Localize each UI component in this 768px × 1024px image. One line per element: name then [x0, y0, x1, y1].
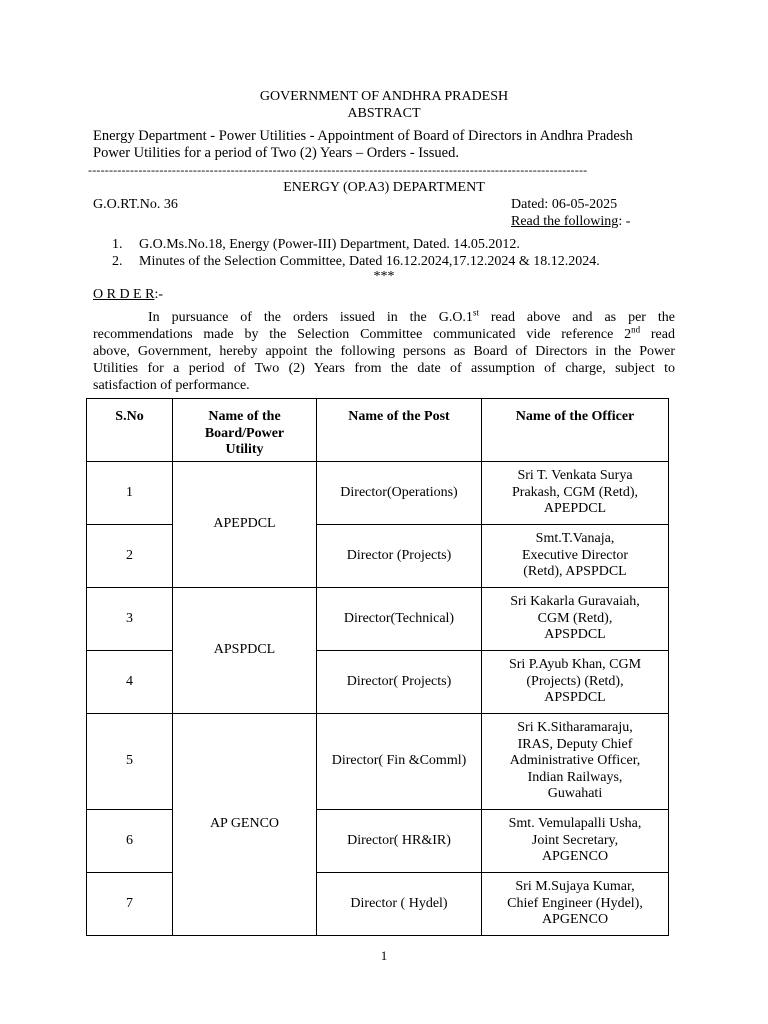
officer-cell: Sri Kakarla Guravaiah, CGM (Retd), APSPDCL [482, 588, 669, 651]
officer-cell: Smt.T.Vanaja, Executive Director (Retd), APSPDCL [482, 525, 669, 588]
order-paragraph [93, 309, 675, 394]
go-number: G.O.RT.No. 36 [93, 197, 178, 212]
sno-cell: 5 [87, 714, 173, 810]
sno-cell: 7 [87, 873, 173, 936]
paragraph-line: In pursuance of the orders issued in the G.O.1st read above and as per the [148, 307, 675, 325]
board-of-directors-table [86, 398, 669, 936]
utility-cell: APSPDCL [173, 588, 317, 714]
utility-cell: APEPDCL [173, 462, 317, 588]
sno-cell: 3 [87, 588, 173, 651]
sno-cell: 4 [87, 651, 173, 714]
post-cell: Director ( Hydel) [317, 873, 482, 936]
separator-line: ----------------------------------------------------------------------------------------------------------------------- [88, 163, 588, 177]
go-date: Dated: 06-05-2025 [511, 197, 618, 212]
header-utility: Name of the Board/Power Utility [173, 399, 317, 462]
abstract-heading: ABSTRACT [347, 106, 421, 121]
order-heading-label: O R D E R [93, 287, 155, 302]
sno-cell: 1 [87, 462, 173, 525]
sno-cell: 2 [87, 525, 173, 588]
table-row [87, 588, 669, 651]
government-heading: GOVERNMENT OF ANDHRA PRADESH [259, 89, 509, 104]
subject-line: Energy Department - Power Utilities - Appointment of Board of Directors in Andhra Pradesh [93, 128, 633, 144]
order-heading-suffix: :- [154, 287, 164, 302]
header-officer: Name of the Officer [482, 399, 669, 462]
table-row [87, 714, 669, 810]
read-following [511, 213, 630, 230]
post-cell: Director( HR&IR) [317, 810, 482, 873]
sno-cell: 6 [87, 810, 173, 873]
order-heading [93, 286, 163, 303]
reference-text: G.O.Ms.No.18, Energy (Power-III) Department, Dated. 14.05.2012. [139, 237, 520, 252]
department-heading: ENERGY (OP.A3) DEPARTMENT [283, 180, 485, 195]
post-cell: Director( Fin &Comml) [317, 714, 482, 810]
references-list [112, 236, 600, 270]
page-number: 1 [380, 948, 388, 963]
paragraph-line: Utilities for a period of Two (2) Years from the date of assumption of charge, subject to [93, 361, 675, 376]
reference-number: 2. [112, 254, 123, 269]
stars-divider: *** [373, 269, 395, 284]
read-following-suffix: : - [618, 214, 631, 229]
reference-text: Minutes of the Selection Committee, Dated 16.12.2024,17.12.2024 & 18.12.2024. [139, 254, 600, 269]
subject-line: Power Utilities for a period of Two (2) Years – Orders - Issued. [93, 145, 459, 161]
officer-cell: Sri M.Sujaya Kumar, Chief Engineer (Hydel), APGENCO [482, 873, 669, 936]
reference-item [112, 236, 600, 253]
table-header-row [87, 399, 669, 462]
header-post: Name of the Post [317, 399, 482, 462]
post-cell: Director (Projects) [317, 525, 482, 588]
header-sno: S.No [87, 399, 173, 462]
officer-cell: Sri P.Ayub Khan, CGM (Projects) (Retd), APSPDCL [482, 651, 669, 714]
reference-number: 1. [112, 237, 123, 252]
post-cell: Director(Operations) [317, 462, 482, 525]
paragraph-line: recommendations made by the Selection Committee communicated vide reference 2nd read [93, 324, 675, 342]
paragraph-line: satisfaction of performance. [93, 378, 250, 393]
read-following-label: Read the following [511, 214, 619, 229]
officer-cell: Sri T. Venkata Surya Prakash, CGM (Retd), APEPDCL [482, 462, 669, 525]
table-row [87, 462, 669, 525]
post-cell: Director( Projects) [317, 651, 482, 714]
post-cell: Director(Technical) [317, 588, 482, 651]
paragraph-line: above, Government, hereby appoint the following persons as Board of Directors in the Power [93, 344, 675, 359]
utility-cell: AP GENCO [173, 714, 317, 936]
officer-cell: Smt. Vemulapalli Usha, Joint Secretary, APGENCO [482, 810, 669, 873]
officer-cell: Sri K.Sitharamaraju, IRAS, Deputy Chief Administrative Officer, Indian Railways, Guwahati [482, 714, 669, 810]
